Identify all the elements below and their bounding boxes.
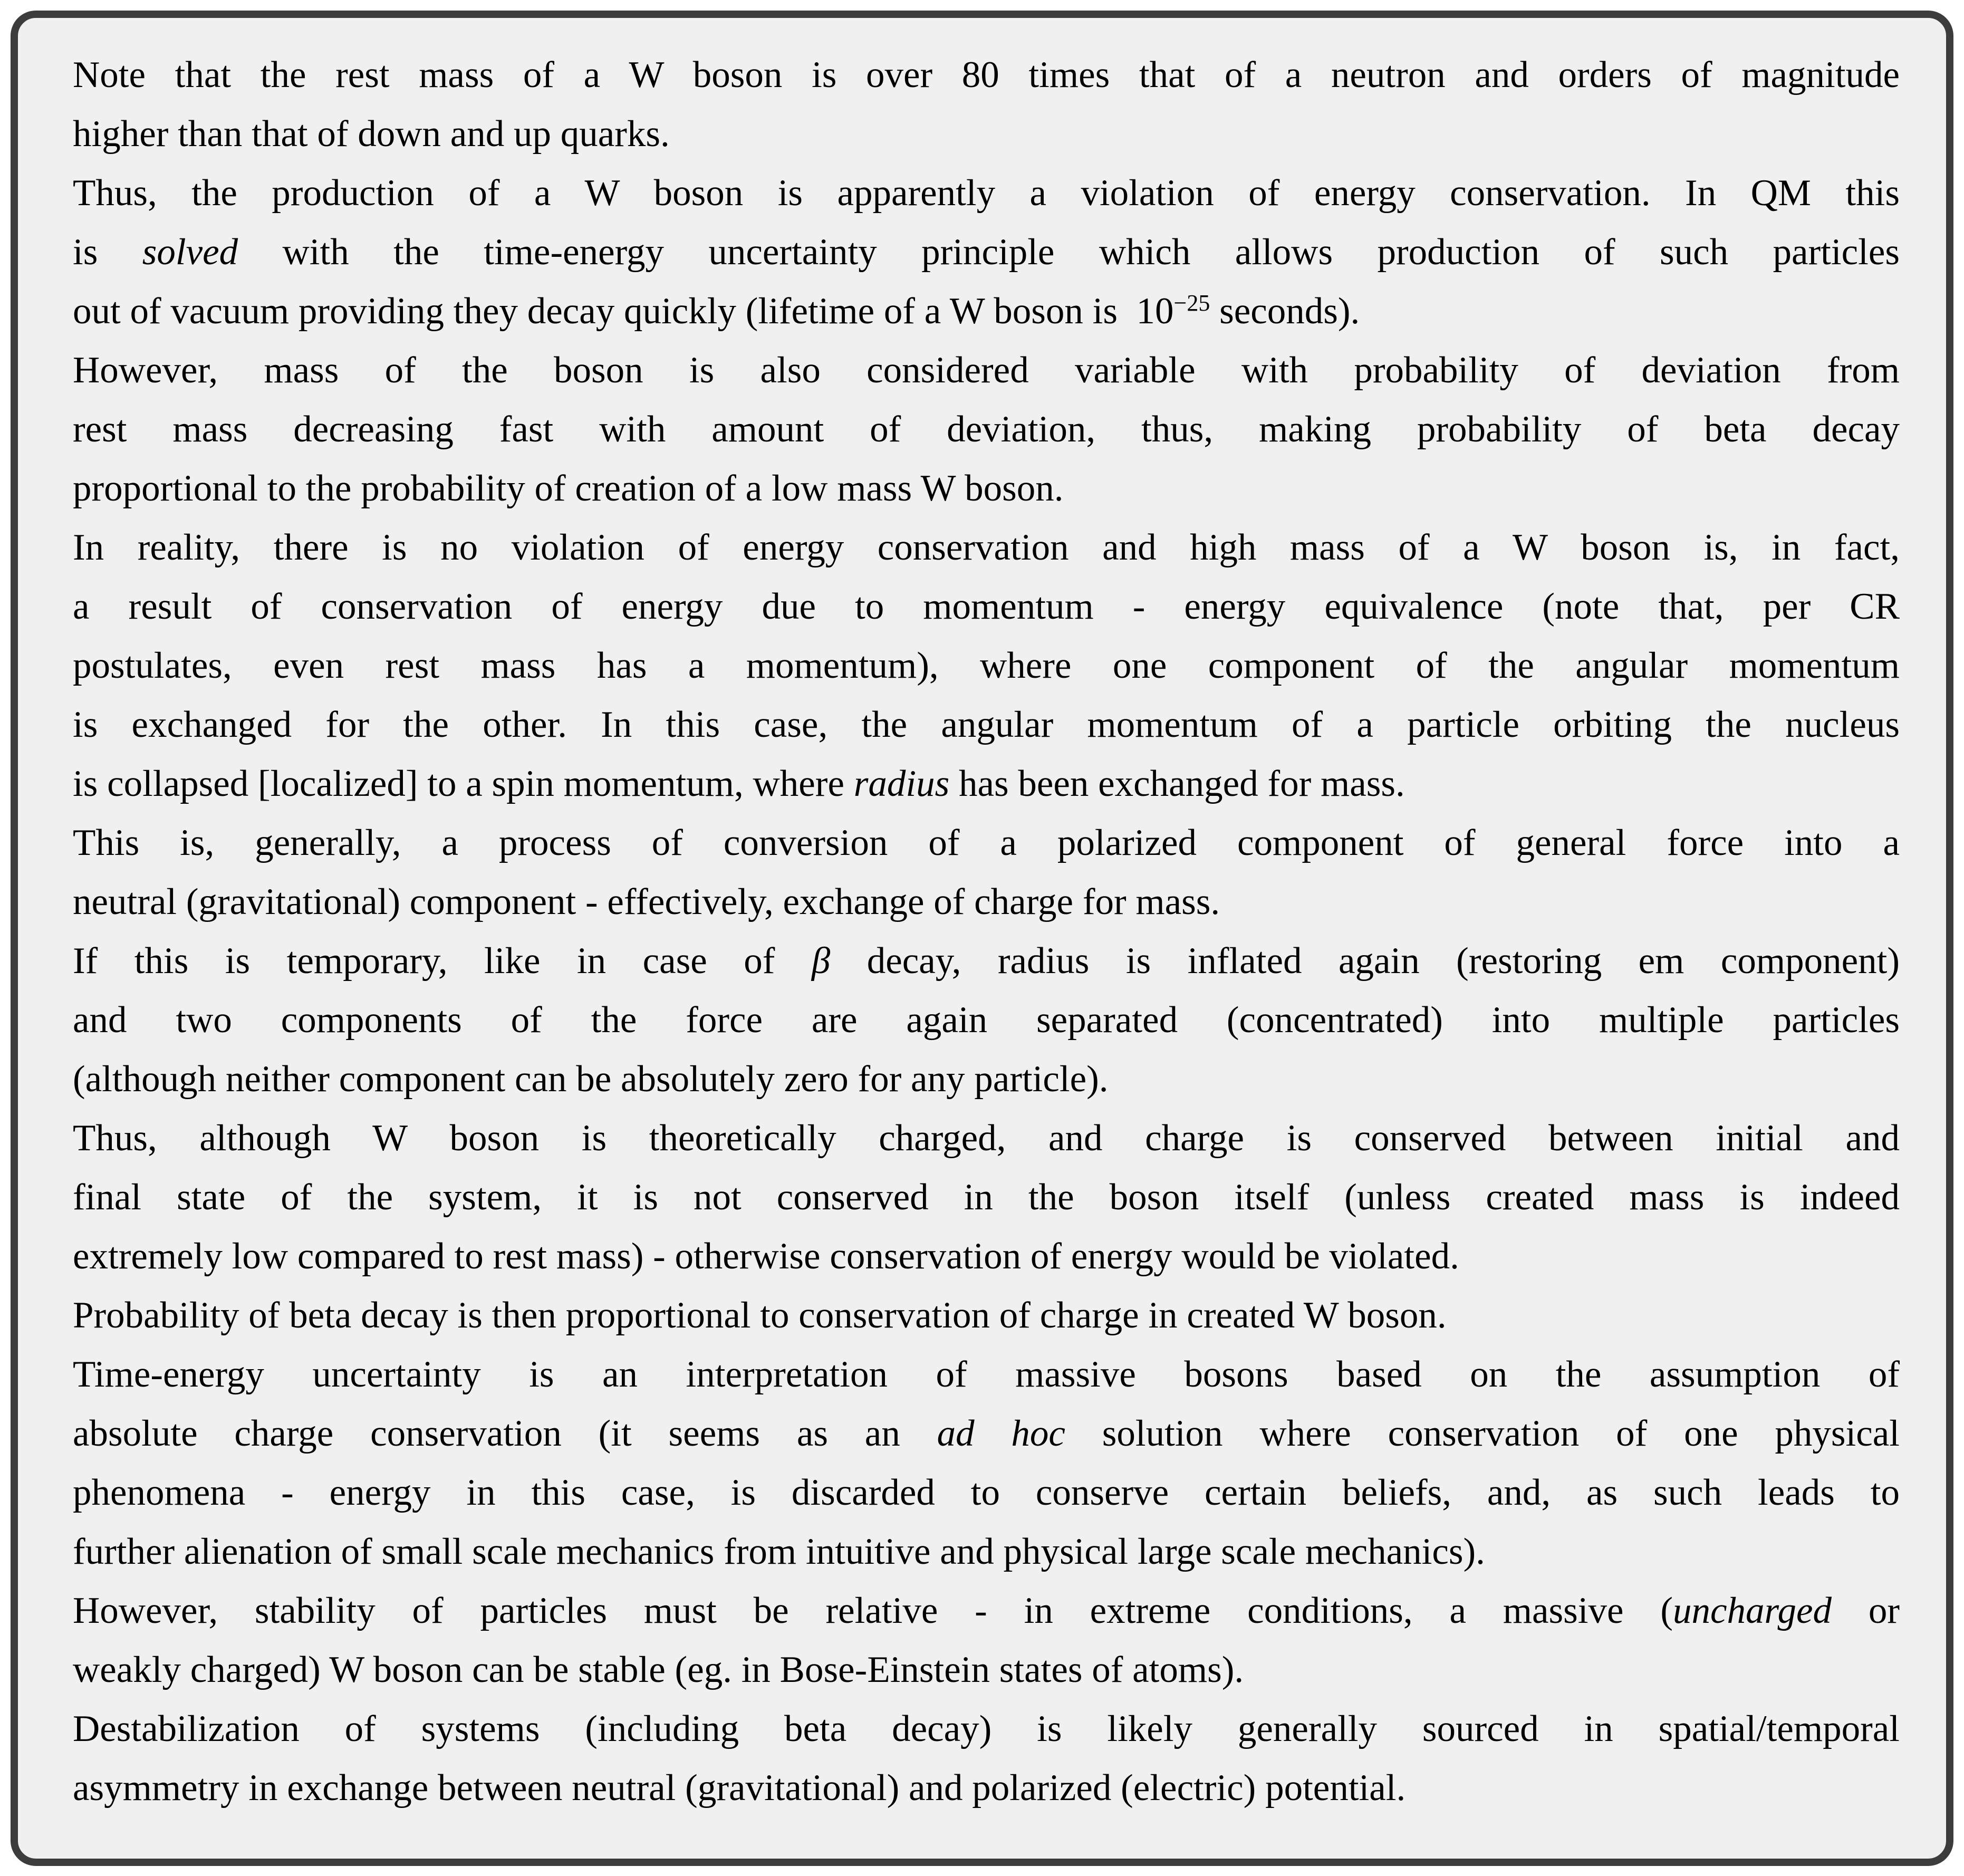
text-line: out of vacuum providing they decay quickly (lifetime of a W boson is 10−25 seconds). [73, 290, 1360, 332]
text-segment: (although neither component can be absolutely zero for any particle). [73, 1059, 1109, 1100]
text-line [73, 577, 1900, 636]
paragraph [73, 341, 1900, 518]
text-line [73, 104, 1900, 163]
paragraph [73, 813, 1900, 931]
text-line [73, 872, 1900, 931]
italic-text: β [811, 940, 831, 982]
text-line [73, 1463, 1900, 1522]
text-segment: extremely low compared to rest mass) - otherwise conservation of energy would be violated. [73, 1236, 1459, 1277]
text-segment: with the time-energy uncertainty principle which allows production of such particles [238, 232, 1900, 273]
paragraph [73, 931, 1900, 1109]
paragraph [73, 1581, 1900, 1699]
text-line [73, 1404, 1900, 1463]
text-line [73, 813, 1900, 872]
text-line [73, 1522, 1900, 1581]
text-line [73, 1050, 1900, 1109]
text-segment: proportional to the probability of creation of a low mass W boson. [73, 468, 1064, 509]
text-segment: Probability of beta decay is then proportional to conservation of charge in created W boson. [73, 1295, 1447, 1336]
text-line [73, 1227, 1900, 1286]
note-panel [11, 11, 1953, 1866]
text-segment: If this is temporary, like in case of [73, 940, 812, 982]
text-line [73, 518, 1900, 577]
text-segment: solution where conservation of one physical [1065, 1413, 1900, 1454]
text-segment: postulates, even rest mass has a momentum), where one component of the angular momentum [73, 645, 1900, 686]
text-segment: higher than that of down and up quarks. [73, 113, 670, 155]
text-line [73, 163, 1900, 223]
text-line [73, 1109, 1900, 1168]
text-segment: Note that the rest mass of a W boson is over 80 times that of a neutron and orders of magnitude [73, 54, 1900, 95]
text-line [73, 1168, 1900, 1227]
text-line [73, 1345, 1900, 1404]
text-line [73, 459, 1900, 518]
text-segment: is [73, 232, 142, 273]
text-line [73, 400, 1900, 459]
text-line [73, 1699, 1900, 1758]
text-segment: In reality, there is no violation of energy conservation and high mass of a W boson is, in fact, [73, 527, 1900, 568]
text-line [73, 45, 1900, 104]
text-segment: weakly charged) W boson can be stable (eg. in Bose-Einstein states of atoms). [73, 1649, 1244, 1690]
text-segment: This is, generally, a process of conversion of a polarized component of general force into a [73, 822, 1900, 863]
text-segment: rest mass decreasing fast with amount of deviation, thus, making probability of beta decay [73, 409, 1900, 450]
paragraph [73, 45, 1900, 163]
paragraph [73, 1345, 1900, 1581]
text-line [73, 931, 1900, 990]
text-line [73, 1640, 1900, 1699]
italic-text: ad hoc [937, 1413, 1065, 1454]
text-line [73, 1286, 1900, 1345]
text-segment: Thus, the production of a W boson is apparently a violation of energy conservation. In QM this [73, 172, 1900, 214]
paragraph [73, 163, 1900, 341]
text-line [73, 341, 1900, 400]
paragraph [73, 518, 1900, 813]
text-line [73, 695, 1900, 754]
text-segment: has been exchanged for mass. [949, 763, 1405, 804]
note-text [73, 45, 1900, 1817]
text-segment: Destabilization of systems (including beta decay) is likely generally sourced in spatial/temporal [73, 1708, 1900, 1749]
text-segment: further alienation of small scale mechanics from intuitive and physical large scale mechanics). [73, 1531, 1485, 1572]
paragraph [73, 1699, 1900, 1817]
text-line [73, 1758, 1900, 1817]
text-segment: is collapsed [localized] to a spin momentum, where [73, 763, 854, 804]
text-segment: final state of the system, it is not conserved in the boson itself (unless created mass is indeed [73, 1177, 1900, 1218]
italic-text: solved [142, 232, 238, 273]
text-segment: seconds). [1210, 291, 1360, 332]
paragraph [73, 1286, 1900, 1345]
text-segment: or [1832, 1590, 1900, 1631]
text-segment: Time-energy uncertainty is an interpretation of massive bosons based on the assumption of [73, 1354, 1900, 1395]
text-segment: neutral (gravitational) component - effectively, exchange of charge for mass. [73, 881, 1220, 922]
text-segment: is exchanged for the other. In this case, the angular momentum of a particle orbiting the nucleus [73, 704, 1900, 745]
text-segment: Thus, although W boson is theoretically charged, and charge is conserved between initial and [73, 1118, 1900, 1159]
italic-text: uncharged [1673, 1590, 1832, 1631]
text-line [73, 990, 1900, 1050]
text-segment: decay, radius is inflated again (restoring em component) [830, 940, 1900, 982]
text-segment: However, stability of particles must be relative - in extreme conditions, a massive ( [73, 1590, 1673, 1631]
text-segment: absolute charge conservation (it seems as an [73, 1413, 937, 1454]
text-segment: out of vacuum providing they decay quickly (lifetime of a W boson is 10 [73, 291, 1174, 332]
text-segment: However, mass of the boson is also considered variable with probability of deviation from [73, 350, 1900, 391]
text-segment: a result of conservation of energy due to momentum - energy equivalence (note that, per CR [73, 586, 1900, 627]
text-line [73, 636, 1900, 695]
text-segment: asymmetry in exchange between neutral (gravitational) and polarized (electric) potential. [73, 1767, 1406, 1808]
text-segment: phenomena - energy in this case, is discarded to conserve certain beliefs, and, as such leads to [73, 1472, 1900, 1513]
text-line [73, 223, 1900, 282]
paragraph [73, 1109, 1900, 1286]
text-segment: and two components of the force are again separated (concentrated) into multiple particles [73, 999, 1900, 1041]
italic-text: radius [853, 763, 950, 804]
text-line [73, 754, 1900, 813]
text-line [73, 1581, 1900, 1640]
